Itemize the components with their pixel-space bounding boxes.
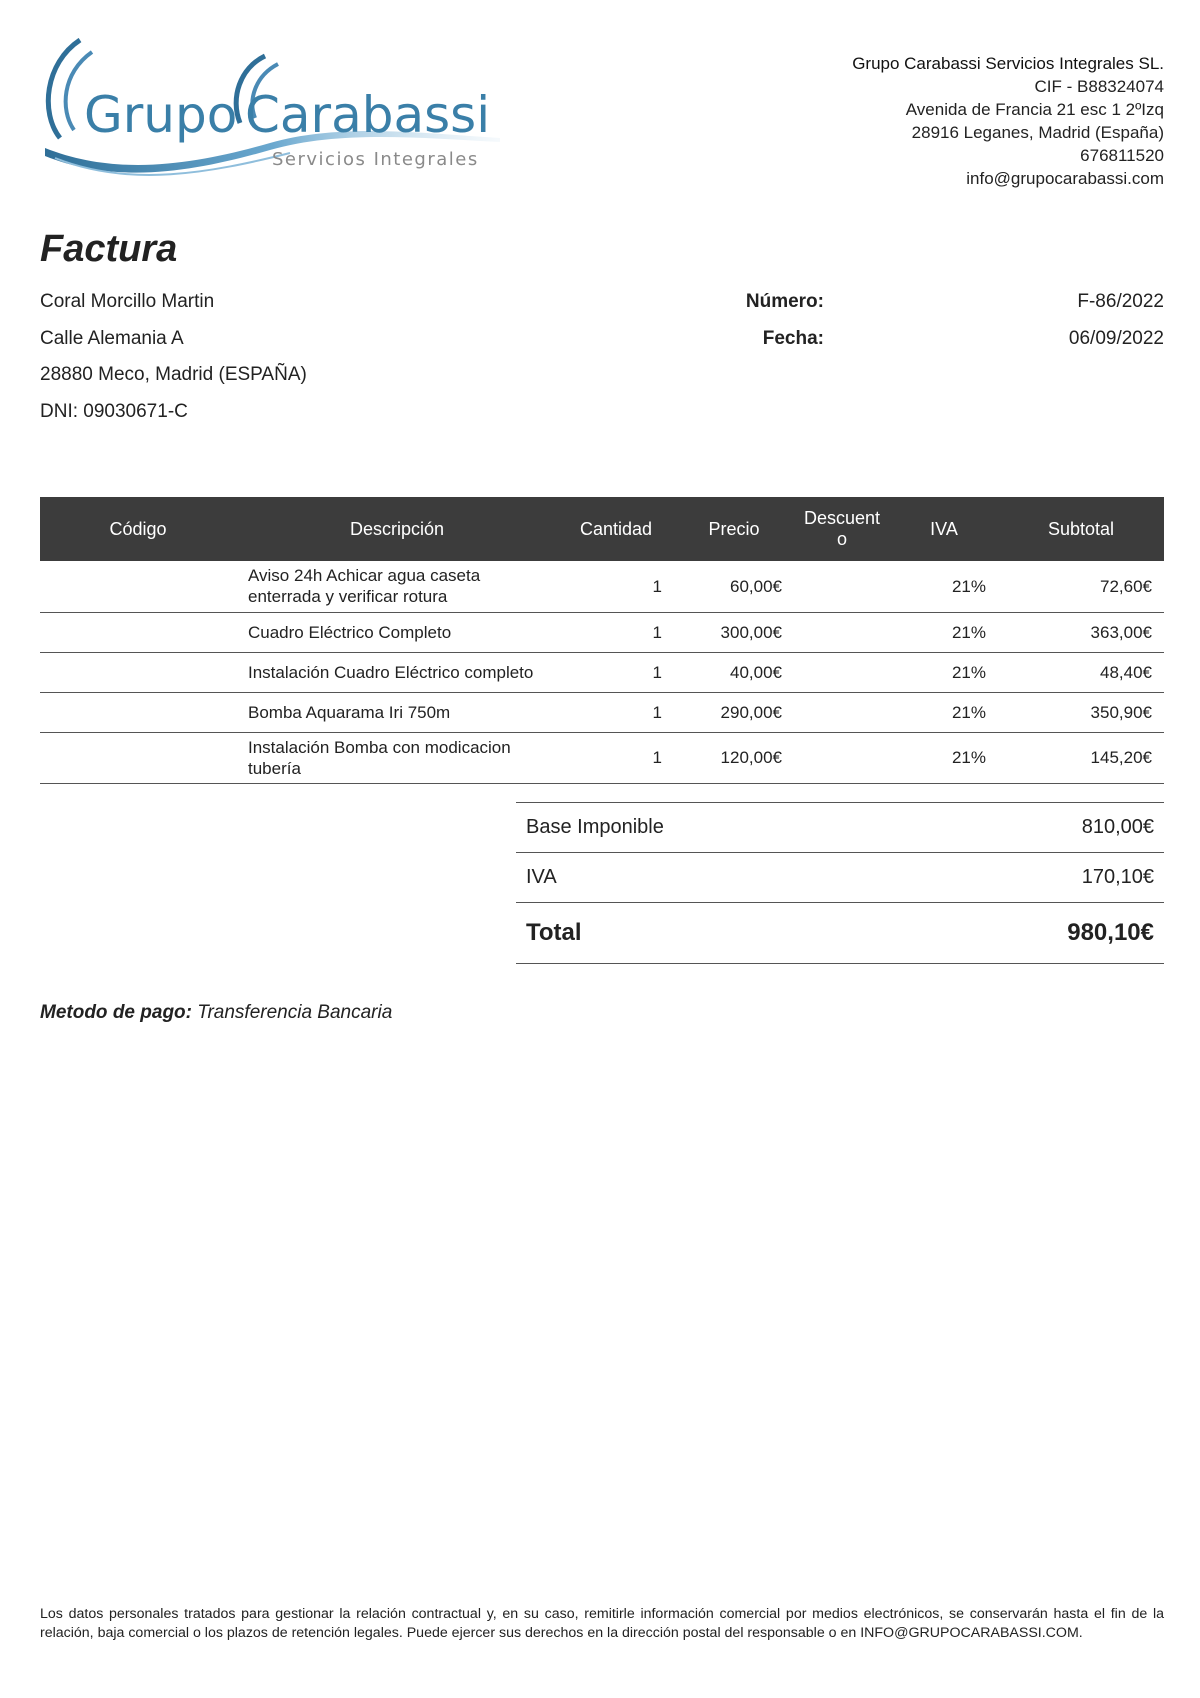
cell-price: 300,00€ [674, 612, 794, 652]
cell-quantity: 1 [558, 652, 674, 692]
invoice-number-label: Número: [745, 291, 824, 312]
vat-label: IVA [516, 853, 903, 903]
cell-quantity: 1 [558, 561, 674, 612]
invoice-date-row [700, 326, 1164, 363]
logo-text-sub: Servicios Integrales [272, 149, 479, 170]
items-table [40, 497, 1164, 784]
cell-quantity: 1 [558, 612, 674, 652]
totals-row-vat [516, 853, 1164, 903]
total-value: 980,10€ [903, 903, 1164, 964]
cell-subtotal: 350,90€ [998, 692, 1164, 732]
invoice-date-label: Fecha: [762, 327, 824, 349]
client-street: Calle Alemania A [40, 327, 184, 349]
company-logo [40, 38, 500, 183]
cell-price: 60,00€ [674, 561, 794, 612]
client-city: 28880 Meco, Madrid (ESPAÑA) [40, 364, 307, 385]
header-discount: Descuent o [794, 497, 890, 561]
totals-row-base [516, 803, 1164, 853]
company-address: Avenida de Francia 21 esc 1 2ºIzq [905, 100, 1164, 119]
cell-code [40, 732, 236, 783]
cell-code [40, 561, 236, 612]
client-dni: DNI: 09030671-C [40, 400, 188, 422]
cell-discount [794, 732, 890, 783]
cell-description: Aviso 24h Achicar agua caseta enterrada y verificar rotura [236, 561, 558, 612]
cell-subtotal: 363,00€ [998, 612, 1164, 652]
logo-text-main: Grupo [84, 86, 238, 144]
vat-value: 170,10€ [903, 853, 1164, 903]
totals-table [516, 802, 1164, 964]
cell-subtotal: 48,40€ [998, 652, 1164, 692]
header-subtotal: Subtotal [998, 497, 1164, 561]
table-row [40, 561, 1164, 612]
logo-text-main-2: Carabassi [245, 86, 491, 144]
client-details [40, 289, 307, 435]
company-email: info@grupocarabassi.com [966, 169, 1164, 188]
cell-description: Bomba Aquarama Iri 750m [236, 692, 558, 732]
cell-subtotal: 72,60€ [998, 561, 1164, 612]
company-details [852, 52, 1164, 190]
payment-method [40, 1002, 392, 1024]
legal-notice: Los datos personales tratados para gestionar la relación contractual y, en su caso, remitirle información comercial por medios electrónicos, se conservarán hasta el fin de la relación, baja comercial o los plazos de retención legales. Puede ejercer sus derechos en la dirección postal del responsable o en INFO@GRUPOCARABASSI.COM. [40, 1606, 1164, 1641]
table-row [40, 612, 1164, 652]
cell-price: 290,00€ [674, 692, 794, 732]
cell-code [40, 652, 236, 692]
cell-vat: 21% [890, 732, 998, 783]
cell-discount [794, 652, 890, 692]
header-code: Código [40, 497, 236, 561]
cell-price: 120,00€ [674, 732, 794, 783]
invoice-number: F-86/2022 [1077, 291, 1164, 312]
cell-code [40, 692, 236, 732]
document-title: Factura [40, 228, 178, 270]
invoice-date: 06/09/2022 [1068, 327, 1164, 349]
cell-quantity: 1 [558, 692, 674, 732]
cell-description: Instalación Cuadro Eléctrico completo [236, 652, 558, 692]
table-header-row [40, 497, 1164, 561]
cell-description: Cuadro Eléctrico Completo [236, 612, 558, 652]
header-description: Descripción [236, 497, 558, 561]
base-label: Base Imponible [516, 803, 903, 853]
company-city: 28916 Leganes, Madrid (España) [911, 123, 1164, 142]
cell-vat: 21% [890, 652, 998, 692]
company-phone: 676811520 [1080, 146, 1164, 165]
company-name: Grupo Carabassi Servicios Integrales SL. [852, 54, 1164, 73]
header-vat: IVA [890, 497, 998, 561]
invoice-number-row [700, 289, 1164, 326]
cell-quantity: 1 [558, 732, 674, 783]
base-value: 810,00€ [903, 803, 1164, 853]
cell-subtotal: 145,20€ [998, 732, 1164, 783]
cell-discount [794, 612, 890, 652]
payment-label: Metodo de pago: [40, 1002, 192, 1023]
cell-discount [794, 692, 890, 732]
client-name: Coral Morcillo Martin [40, 291, 215, 312]
table-row [40, 732, 1164, 783]
cell-vat: 21% [890, 692, 998, 732]
cell-discount [794, 561, 890, 612]
cell-vat: 21% [890, 561, 998, 612]
totals-row-total [516, 903, 1164, 964]
company-cif: CIF - B88324074 [1034, 77, 1164, 96]
cell-price: 40,00€ [674, 652, 794, 692]
invoice-meta [700, 289, 1164, 362]
cell-description: Instalación Bomba con modicacion tubería [236, 732, 558, 783]
header-price: Precio [674, 497, 794, 561]
cell-code [40, 612, 236, 652]
total-label: Total [516, 903, 903, 964]
payment-value: Transferencia Bancaria [197, 1002, 393, 1023]
table-row [40, 652, 1164, 692]
table-row [40, 692, 1164, 732]
header-quantity: Cantidad [558, 497, 674, 561]
cell-vat: 21% [890, 612, 998, 652]
